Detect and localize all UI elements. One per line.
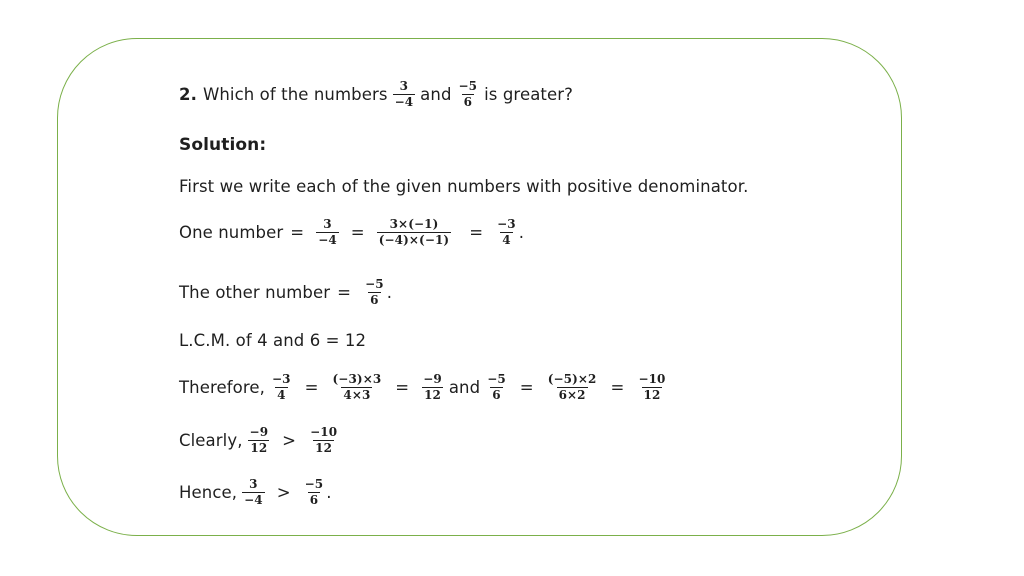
and-word: and [420, 84, 452, 104]
equals-sign: = [350, 222, 365, 242]
fraction: $\frac{-3}{4}$ [497, 217, 516, 247]
fraction: $\frac{3\times(-1)}{(-4)\times(-1)}$ [378, 217, 450, 247]
line-label: The other number [179, 282, 331, 302]
question-number: 2. [179, 84, 197, 104]
greater-than-sign: > [276, 482, 291, 502]
fraction: $\frac{(-3)\times 3}{4\times 3}$ [332, 372, 382, 402]
equals-sign: = [290, 222, 305, 242]
question-line [179, 80, 573, 108]
fraction: $\frac{-5}{6}$ [458, 79, 478, 109]
equals-sign: = [519, 377, 534, 397]
period: . [326, 482, 332, 502]
solution-text: L.C.M. of 4 and 6 = 12 [179, 331, 367, 350]
line-label: One number [179, 222, 284, 242]
line-label: Hence, [179, 482, 238, 502]
fraction: $\frac{-5}{6}$ [365, 277, 384, 307]
line-label: Clearly, [179, 430, 243, 450]
solution-line-1 [179, 177, 748, 196]
fraction: $\frac{3}{-4}$ [318, 217, 337, 247]
solution-line-3 [179, 278, 392, 306]
fraction: $\frac{-10}{12}$ [638, 372, 666, 402]
fraction: $\frac{-5}{6}$ [304, 477, 324, 507]
fraction: $\frac{-3}{4}$ [271, 372, 291, 402]
solution-line-2 [179, 218, 524, 246]
equals-sign: = [610, 377, 625, 397]
solution-line-4 [179, 331, 366, 350]
period: . [386, 282, 393, 302]
solution-line-5 [179, 373, 673, 401]
fraction: $\frac{3}{-4}$ [244, 477, 263, 507]
solution-text: First we write each of the given numbers with positive denominator. [179, 177, 749, 196]
fraction: $\frac{-9}{12}$ [249, 425, 269, 455]
fraction: $\frac{-9}{12}$ [423, 372, 442, 402]
fraction: $\frac{3}{-4}$ [394, 79, 414, 109]
equals-sign: = [395, 377, 410, 397]
greater-than-sign: > [282, 430, 297, 450]
equals-sign: = [304, 377, 319, 397]
equals-sign: = [337, 282, 352, 302]
question-text-start: Which of the numbers [202, 84, 388, 104]
fraction: $\frac{-10}{12}$ [310, 425, 338, 455]
question-text-end: is greater? [484, 84, 573, 104]
solution-line-7 [179, 478, 332, 506]
equals-sign: = [469, 222, 484, 242]
and-word: and [448, 377, 481, 397]
solution-heading-line [179, 135, 266, 155]
fraction: $\frac{(-5)\times 2}{6\times 2}$ [547, 372, 597, 402]
solution-line-6 [179, 426, 344, 454]
period: . [518, 222, 525, 242]
fraction: $\frac{-5}{6}$ [487, 372, 506, 402]
solution-heading: Solution: [179, 135, 267, 155]
line-label: Therefore, [179, 377, 265, 397]
